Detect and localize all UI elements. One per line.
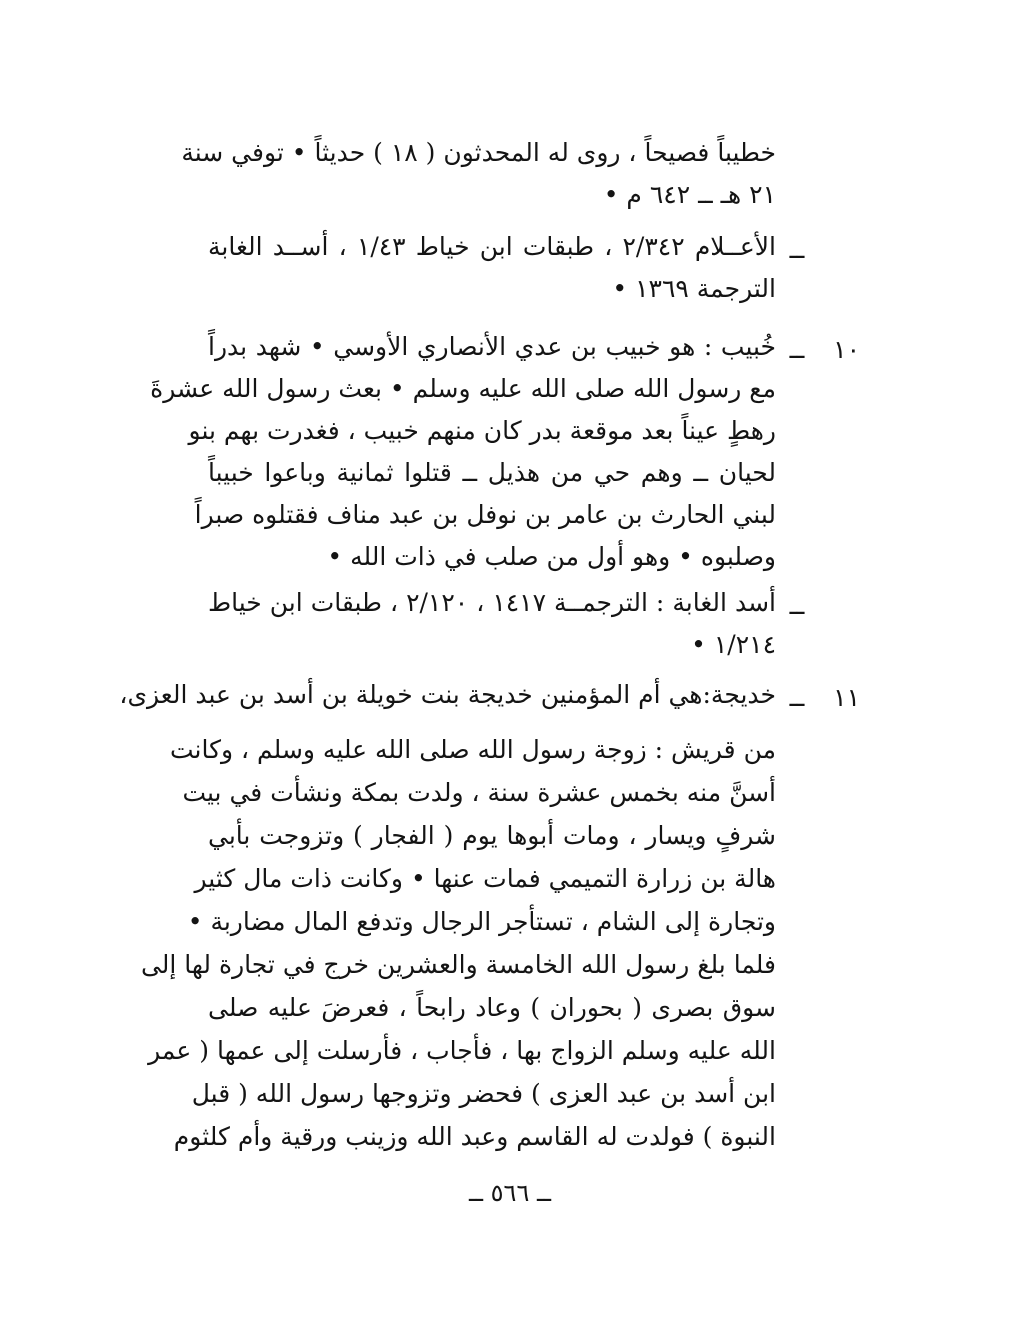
text-line: لحيان ــ وهم حي من هذيل ــ قتلوا ثمانية وباعوا خبيباً: [208, 458, 776, 487]
text-line: الأعــلام ٢/٣٤٢ ، طبقات ابن خياط ١/٤٣ ، أســد الغابة: [208, 232, 776, 261]
text-line: ١/٢١٤ •: [691, 630, 776, 659]
text-line: النبوة ) فولدت له القاسم وعبد الله وزينب ورقية وأم كلثوم: [173, 1122, 776, 1151]
reference-dash: ــ: [789, 235, 805, 264]
page-number: ــ ٥٦٦ ــ: [468, 1179, 552, 1207]
text-line: خطيباً فصيحاً ، روى له المحدثون ( ١٨ ) حديثاً • توفي سنة: [181, 138, 776, 167]
entry-body: [140, 728, 776, 1158]
text-line: وصلبوه • وهو أول من صلب في ذات الله •: [327, 542, 776, 571]
paragraph-continuation: [181, 132, 776, 216]
entry-dash: ــ: [789, 683, 805, 712]
text-line: مع رسول الله صلى الله عليه وسلم • بعث رسول الله عشرةَ: [150, 374, 776, 403]
text-line: وتجارة إلى الشام ، تستأجر الرجال وتدفع المال مضاربة •: [187, 907, 776, 936]
entry-number: ١١: [833, 683, 860, 712]
entry-paragraph: [150, 326, 776, 578]
text-line: فلما بلغ رسول الله الخامسة والعشرين خرج في تجارة لها إلى: [140, 950, 776, 979]
reference-paragraph: [208, 226, 776, 310]
text-line: أسنَّ منه بخمس عشرة سنة ، ولدت بمكة ونشأت في بيت: [182, 778, 776, 807]
text-line: ٢١ هـ ــ ٦٤٢ م •: [603, 180, 776, 209]
text-line: شرفٍ ويسار ، ومات أبوها يوم ( الفجار ) وتزوجت بأبي: [208, 821, 776, 850]
entry-number: ١٠: [833, 335, 860, 364]
text-line: من قريش : زوجة رسول الله صلى الله عليه وسلم ، وكانت: [169, 735, 776, 764]
reference-paragraph: [208, 582, 776, 666]
text-line: خديجة:هي أم المؤمنين خديجة بنت خويلة بن أسد بن عبد العزى،: [119, 680, 776, 709]
text-line: رهطٍ عيناً بعد موقعة بدر كان منهم خبيب ، فغدرت بهم بنو: [188, 416, 776, 445]
text-line: سوق بصرى ( بحوران ) وعاد رابحاً ، فعرضَ عليه صلى: [208, 993, 776, 1022]
text-line: الترجمة ١٣٦٩ •: [612, 274, 776, 303]
entry-paragraph: [119, 674, 776, 716]
text-line: خُبيب : هو خبيب بن عدي الأنصاري الأوسي • شهد بدراً: [208, 332, 776, 361]
reference-dash: ــ: [789, 591, 805, 620]
text-line: أسد الغابة : الترجمــة ١٤١٧ ، ٢/١٢٠ ، طبقات ابن خياط: [208, 588, 776, 617]
text-line: ابن أسد بن عبد العزى ) فحضر وتزوجها رسول الله ( قبل: [191, 1079, 776, 1108]
entry-dash: ــ: [789, 335, 805, 364]
text-line: لبني الحارث بن عامر بن نوفل بن عبد مناف فقتلوه صبراً: [194, 500, 776, 529]
text-line: هالة بن زرارة التميمي فمات عنها • وكانت ذات مال كثير: [194, 864, 776, 893]
text-line: الله عليه وسلم الزواج بها ، فأجاب ، فأرسلت إلى عمها ( عمر: [148, 1036, 776, 1065]
